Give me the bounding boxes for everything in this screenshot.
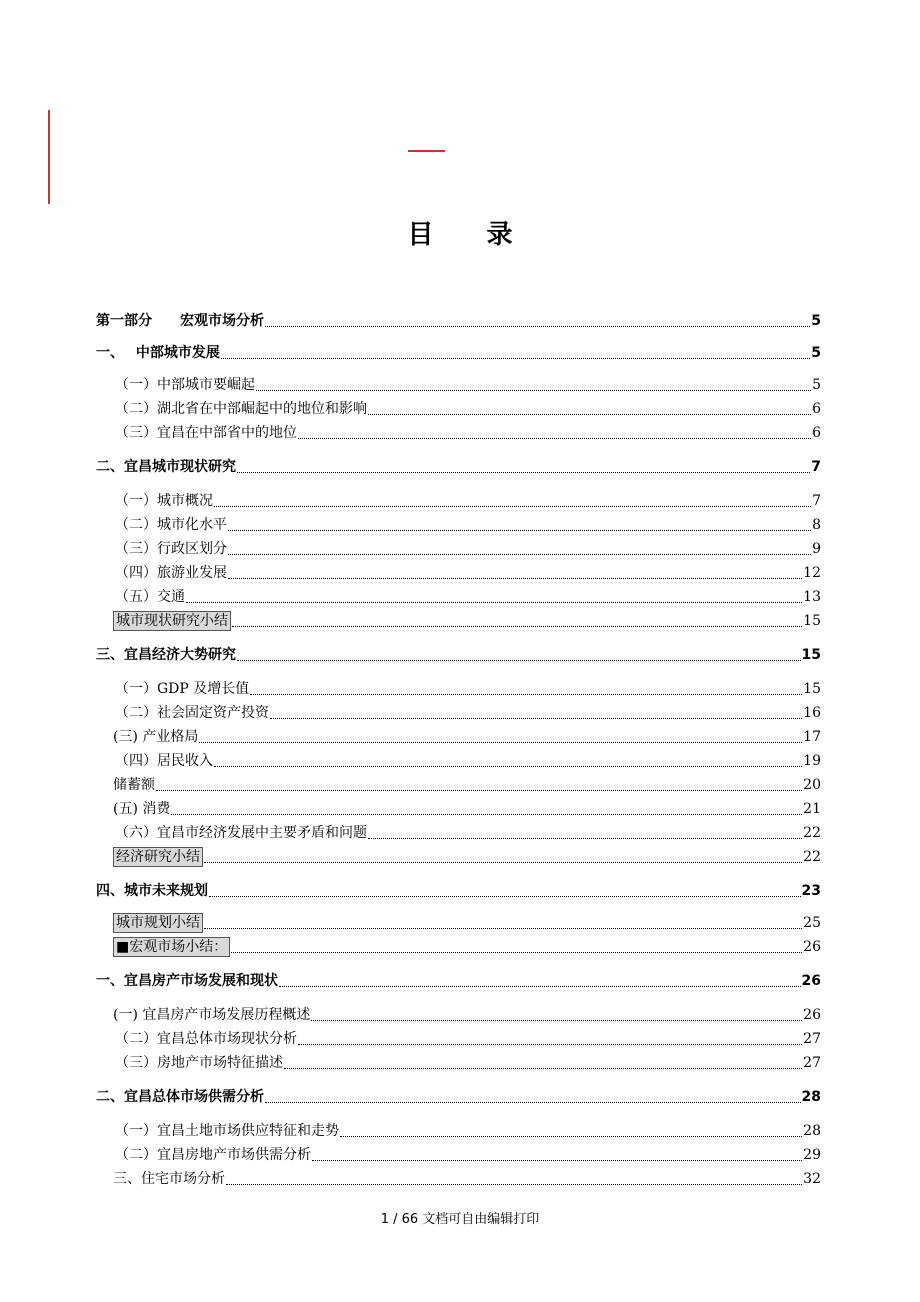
toc-entry[interactable]	[115, 515, 821, 535]
toc-entry[interactable]	[113, 847, 821, 867]
dot-leader	[228, 578, 802, 579]
page-title: 目 录	[407, 220, 535, 250]
toc-entry-label: 经济研究小结	[113, 847, 203, 867]
toc-entry-page-number: 20	[803, 777, 821, 793]
toc-entry-label: 第一部分 宏观市场分析	[96, 313, 264, 329]
toc-entry-page-number: 22	[803, 849, 821, 865]
toc-entry[interactable]	[115, 1145, 821, 1165]
toc-entry-page-number: 27	[803, 1055, 821, 1071]
dot-leader	[228, 530, 811, 531]
dot-leader	[270, 718, 802, 719]
dot-leader	[312, 1160, 802, 1161]
toc-entry[interactable]	[96, 343, 821, 363]
dot-leader	[156, 790, 802, 791]
dot-leader	[368, 838, 802, 839]
toc-entry-page-number: 27	[803, 1031, 821, 1047]
toc-entry-page-number: 12	[803, 565, 821, 581]
dot-leader	[298, 438, 811, 439]
toc-entry-label: (三) 产业格局	[113, 729, 199, 745]
toc-entry-label: 三、住宅市场分析	[113, 1171, 225, 1187]
toc-entry-label: 二、宜昌城市现状研究	[96, 459, 236, 475]
toc-entry-page-number: 6	[812, 425, 821, 441]
dot-leader	[340, 1136, 802, 1137]
toc-entry[interactable]	[113, 937, 821, 957]
toc-entry[interactable]	[96, 645, 821, 665]
dot-leader	[232, 626, 802, 627]
toc-entry-page-number: 26	[801, 973, 821, 989]
dot-leader	[228, 554, 811, 555]
dot-leader	[265, 1102, 801, 1103]
dot-leader	[214, 506, 811, 507]
toc-entry[interactable]	[113, 727, 821, 747]
toc-entry-page-number: 28	[803, 1123, 821, 1139]
toc-entry-label: (五) 消费	[113, 801, 171, 817]
toc-entry[interactable]	[115, 491, 821, 511]
toc-entry-page-number: 16	[803, 705, 821, 721]
toc-entry-page-number: 25	[803, 915, 821, 931]
toc-entry-label: (一) 宜昌房产市场发展历程概述	[113, 1007, 311, 1023]
toc-entry[interactable]	[96, 1087, 821, 1107]
toc-entry-label: 四、城市未来规划	[96, 883, 208, 899]
toc-entry-page-number: 19	[803, 753, 821, 769]
dot-leader	[368, 414, 811, 415]
dot-leader	[221, 358, 810, 359]
dot-leader	[279, 986, 801, 987]
toc-entry-label: 三、宜昌经济大势研究	[96, 647, 236, 663]
toc-entry[interactable]	[115, 1029, 821, 1049]
toc-entry[interactable]	[113, 799, 821, 819]
toc-entry-page-number: 15	[803, 681, 821, 697]
toc-entry-label: 城市现状研究小结	[113, 611, 231, 631]
toc-entry-label: （一）城市概况	[115, 493, 213, 509]
toc-entry-label: （一）GDP 及增长值	[115, 681, 250, 697]
toc-entry-label: （二）社会固定资产投资	[115, 705, 269, 721]
dot-leader	[199, 742, 802, 743]
toc-entry-page-number: 6	[812, 401, 821, 417]
dot-leader	[186, 602, 802, 603]
toc-entry-label: （二）城市化水平	[115, 517, 227, 533]
toc-entry-label: （二）宜昌总体市场现状分析	[115, 1031, 297, 1047]
toc-entry[interactable]	[96, 457, 821, 477]
toc-entry[interactable]	[96, 971, 821, 991]
toc-entry-page-number: 28	[801, 1089, 821, 1105]
dot-leader	[214, 766, 802, 767]
toc-entry[interactable]	[115, 679, 821, 699]
dot-leader	[171, 814, 802, 815]
dot-leader	[298, 1044, 802, 1045]
dot-leader	[204, 928, 802, 929]
dot-leader	[237, 472, 810, 473]
toc-entry-page-number: 5	[811, 345, 821, 361]
toc-entry-page-number: 26	[803, 939, 821, 955]
toc-entry-label: （四）居民收入	[115, 753, 213, 769]
toc-entry-label: （三）房地产市场特征描述	[115, 1055, 283, 1071]
toc-entry[interactable]	[113, 1169, 821, 1189]
toc-entry[interactable]	[113, 775, 821, 795]
toc-entry-page-number: 23	[801, 883, 821, 899]
toc-entry[interactable]	[96, 311, 821, 331]
toc-entry[interactable]	[113, 611, 821, 631]
toc-entry-label: 城市规划小结	[113, 913, 203, 933]
toc-entry-page-number: 8	[812, 517, 821, 533]
toc-entry-label: 一、宜昌房产市场发展和现状	[96, 973, 278, 989]
toc-entry-label: ■宏观市场小结：	[113, 937, 230, 957]
toc-entry-page-number: 21	[803, 801, 821, 817]
toc-entry-page-number: 7	[812, 493, 821, 509]
toc-entry[interactable]	[113, 913, 821, 933]
page-footer: 1 / 66 文档可自由编辑打印	[380, 1212, 540, 1227]
toc-entry-page-number: 5	[812, 377, 821, 393]
toc-entry[interactable]	[115, 423, 821, 443]
toc-entry-label: 一、 中部城市发展	[96, 345, 220, 361]
toc-entry-label: （五）交通	[115, 589, 185, 605]
toc-entry-page-number: 5	[811, 313, 821, 329]
toc-entry[interactable]	[115, 399, 821, 419]
toc-entry-page-number: 22	[803, 825, 821, 841]
dot-leader	[311, 1020, 802, 1021]
toc-entry-page-number: 13	[803, 589, 821, 605]
toc-entry[interactable]	[115, 1121, 821, 1141]
toc-entry-label: （三）宜昌在中部省中的地位	[115, 425, 297, 441]
toc-entry-page-number: 17	[803, 729, 821, 745]
dot-leader	[256, 390, 811, 391]
toc-entry[interactable]	[115, 539, 821, 559]
dot-leader	[209, 896, 801, 897]
toc-entry[interactable]	[115, 375, 821, 395]
dot-leader	[250, 694, 802, 695]
toc-entry-label: 储蓄额	[113, 777, 155, 793]
toc-entry[interactable]	[115, 751, 821, 771]
toc-entry-page-number: 15	[803, 613, 821, 629]
toc-entry-label: （二）湖北省在中部崛起中的地位和影响	[115, 401, 367, 417]
dot-leader	[226, 1184, 802, 1185]
dot-leader	[237, 660, 801, 661]
toc-entry-page-number: 26	[803, 1007, 821, 1023]
dot-leader	[231, 952, 802, 953]
toc-entry-page-number: 15	[801, 647, 821, 663]
dot-leader	[265, 326, 810, 327]
dot-leader	[204, 862, 802, 863]
toc-entry[interactable]	[96, 881, 821, 901]
toc-entry[interactable]	[115, 703, 821, 723]
toc-entry-page-number: 9	[812, 541, 821, 557]
toc-entry-page-number: 32	[803, 1171, 821, 1187]
dot-leader	[284, 1068, 802, 1069]
toc-entry-label: （二）宜昌房地产市场供需分析	[115, 1147, 311, 1163]
toc-entry[interactable]	[115, 587, 821, 607]
toc-entry-label: 二、宜昌总体市场供需分析	[96, 1089, 264, 1105]
toc-entry[interactable]	[115, 1053, 821, 1073]
toc-entry-label: （一）宜昌土地市场供应特征和走势	[115, 1123, 339, 1139]
toc-entry[interactable]	[113, 1005, 821, 1025]
toc-entry-label: （六）宜昌市经济发展中主要矛盾和问题	[115, 825, 367, 841]
toc-entry-label: （三）行政区划分	[115, 541, 227, 557]
toc-entry-page-number: 7	[811, 459, 821, 475]
toc-entry-label: （一）中部城市要崛起	[115, 377, 255, 393]
toc-entry[interactable]	[115, 823, 821, 843]
toc-entry-page-number: 29	[803, 1147, 821, 1163]
toc-entry-label: （四）旅游业发展	[115, 565, 227, 581]
toc-entry[interactable]	[115, 563, 821, 583]
